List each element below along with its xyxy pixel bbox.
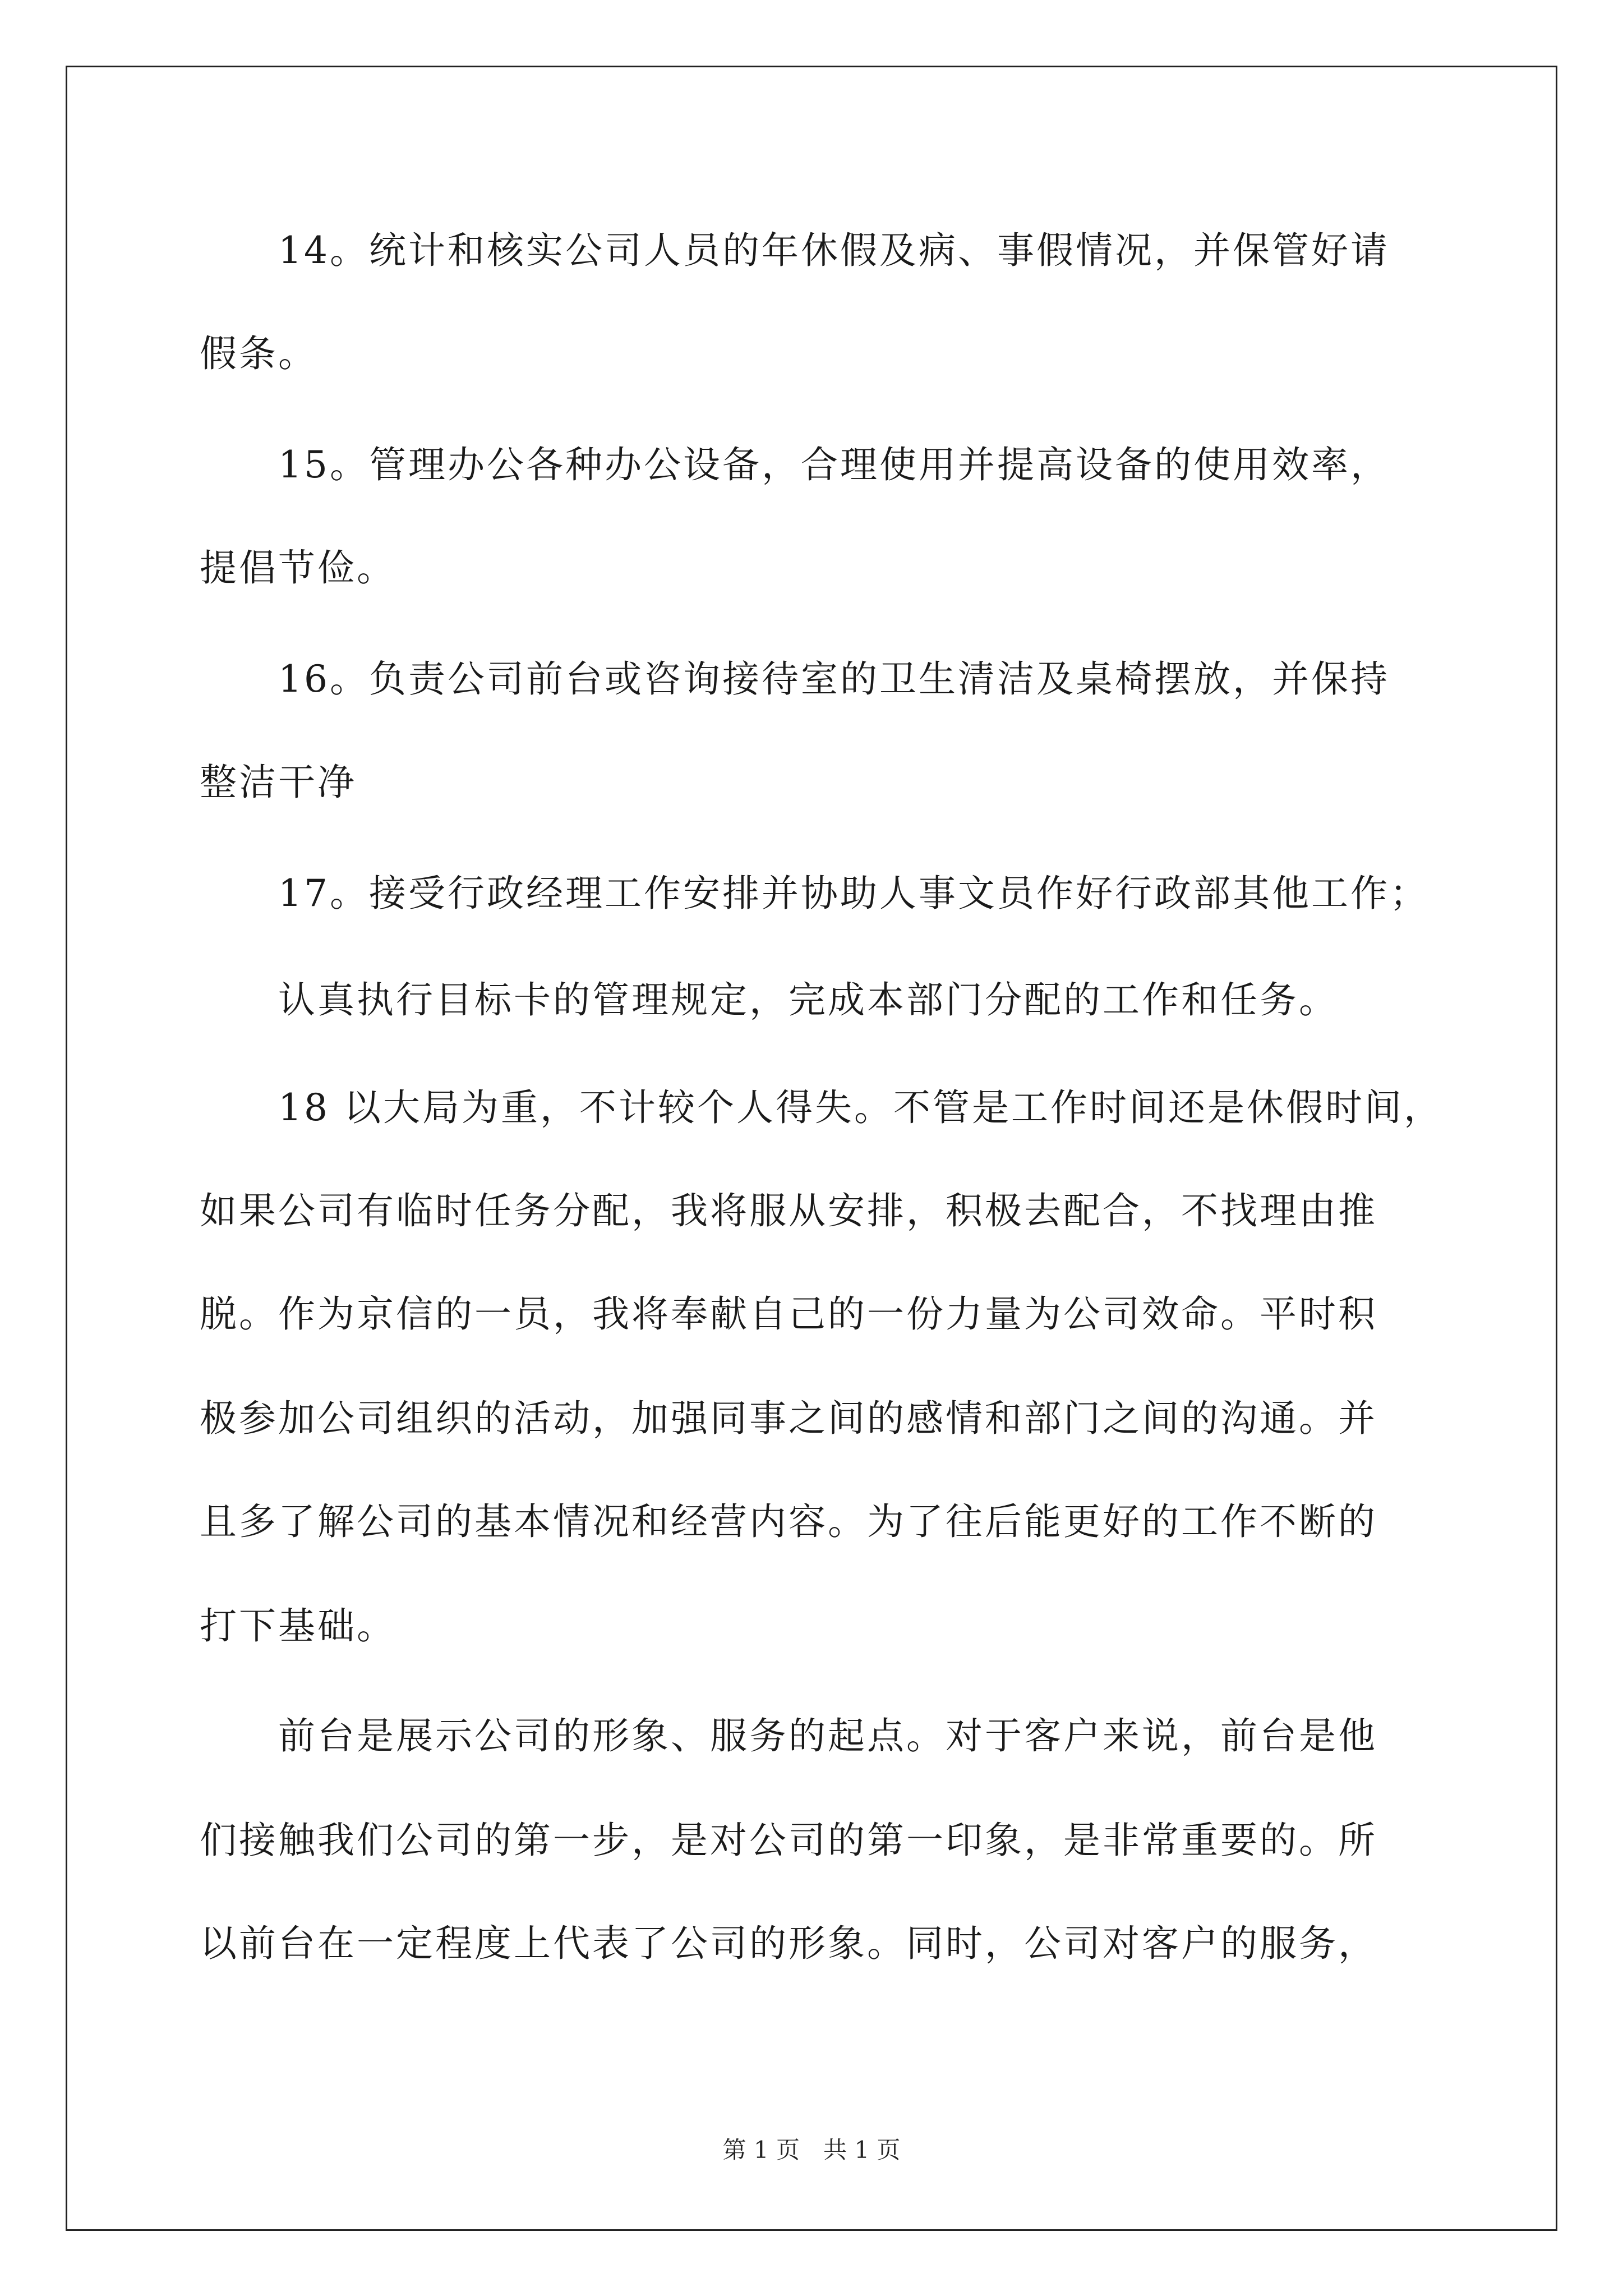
text-line: 打下基础。 bbox=[200, 1604, 396, 1648]
text-line: 14。统计和核实公司人员的年休假及病、事假情况，并保管好请 bbox=[278, 229, 1390, 272]
text-line: 整洁干净 bbox=[200, 761, 357, 804]
text-line: 脱。作为京信的一员，我将奉献自己的一份力量为公司效命。平时积 bbox=[200, 1292, 1377, 1336]
text-line: 17。接受行政经理工作安排并协助人事文员作好行政部其他工作； bbox=[278, 872, 1429, 915]
text-line: 极参加公司组织的活动，加强同事之间的感情和部门之间的沟通。并 bbox=[200, 1397, 1377, 1440]
text-line: 认真执行目标卡的管理规定，完成本部门分配的工作和任务。 bbox=[278, 978, 1338, 1022]
text-line: 以前台在一定程度上代表了公司的形象。同时，公司对客户的服务， bbox=[200, 1922, 1377, 1965]
page-number-footer: 第 1 页 共 1 页 bbox=[722, 2136, 901, 2164]
text-line: 如果公司有临时任务分配，我将服从安排，积极去配合，不找理由推 bbox=[200, 1189, 1377, 1232]
text-line: 假条。 bbox=[200, 332, 317, 375]
page-border bbox=[66, 66, 1557, 2231]
text-line: 16。负责公司前台或咨询接待室的卫生清洁及桌椅摆放，并保持 bbox=[278, 657, 1390, 701]
text-line: 15。管理办公各种办公设备，合理使用并提高设备的使用效率， bbox=[278, 443, 1390, 486]
text-line: 18 以大局为重，不计较个人得失。不管是工作时间还是休假时间， bbox=[278, 1086, 1443, 1129]
text-line: 且多了解公司的基本情况和经营内容。为了往后能更好的工作不断的 bbox=[200, 1500, 1377, 1543]
text-line: 们接触我们公司的第一步，是对公司的第一印象，是非常重要的。所 bbox=[200, 1819, 1377, 1862]
text-line: 提倡节俭。 bbox=[200, 546, 396, 590]
text-line: 前台是展示公司的形象、服务的起点。对于客户来说，前台是他 bbox=[278, 1714, 1377, 1757]
